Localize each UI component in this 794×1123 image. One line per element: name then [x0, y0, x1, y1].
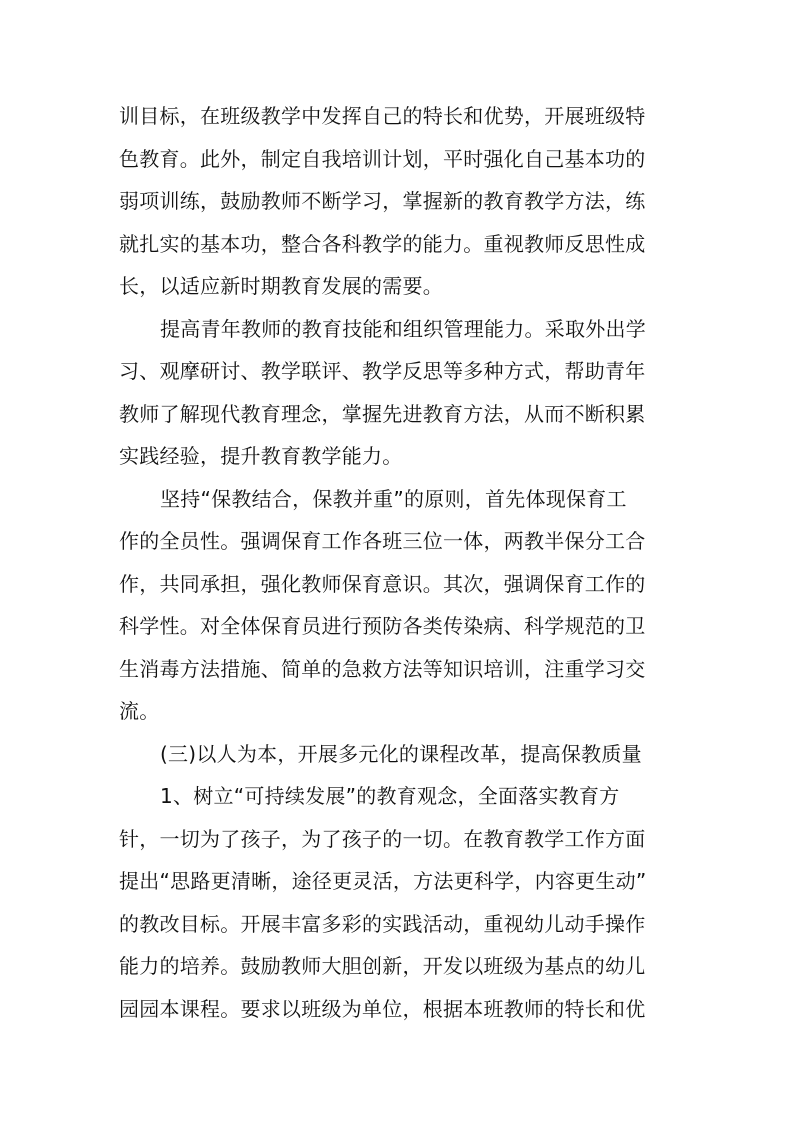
paragraph-continuation-line: 就扎实的基本功，整合各科教学的能力。重视教师反思性成 — [119, 232, 646, 256]
paragraph-care-education-line: 流。 — [119, 699, 160, 723]
paragraph-care-education-line: 作，共同承担，强化教师保育意识。其次，强调保育工作的 — [119, 572, 646, 596]
item-1-line: 提出“思路更清晰，途径更灵活，方法更科学，内容更生动” — [119, 869, 647, 893]
item-1-line: 园园本课程。要求以班级为单位，根据本班教师的特长和优 — [119, 997, 646, 1021]
item-1-line: 1、树立“可持续发展”的教育观念，全面落实教育方 — [160, 784, 620, 808]
paragraph-continuation-line: 色教育。此外，制定自我培训计划，平时强化自己基本功的 — [119, 147, 646, 171]
paragraph-young-teachers-line: 实践经验，提升教育教学能力。 — [119, 444, 403, 468]
paragraph-care-education-line: 作的全员性。强调保育工作各班三位一体，两教半保分工合 — [119, 529, 646, 553]
paragraph-continuation-line: 长，以适应新时期教育发展的需要。 — [119, 274, 443, 298]
item-1-line: 能力的培养。鼓励教师大胆创新，开发以班级为基点的幼儿 — [119, 954, 646, 978]
paragraph-young-teachers-line: 习、观摩研讨、教学联评、教学反思等多种方式，帮助青年 — [119, 359, 646, 383]
paragraph-continuation-line: 训目标，在班级教学中发挥自己的特长和优势，开展班级特 — [119, 104, 646, 128]
item-1-line: 针，一切为了孩子，为了孩子的一切。在教育教学工作方面 — [119, 827, 646, 851]
paragraph-continuation-line: 弱项训练，鼓励教师不断学习，掌握新的教育教学方法，练 — [119, 189, 646, 213]
paragraph-young-teachers-line: 提高青年教师的教育技能和组织管理能力。采取外出学 — [160, 317, 646, 341]
paragraph-care-education-line: 生消毒方法措施、简单的急救方法等知识培训，注重学习交 — [119, 657, 646, 681]
paragraph-young-teachers-line: 教师了解现代教育理念，掌握先进教育方法，从而不断积累 — [119, 402, 646, 426]
paragraph-care-education-line: 科学性。对全体保育员进行预防各类传染病、科学规范的卫 — [119, 614, 646, 638]
item-1-line: 的教改目标。开展丰富多彩的实践活动，重视幼儿动手操作 — [119, 912, 646, 936]
paragraph-care-education-line: 坚持“保教结合，保教并重”的原则，首先体现保育工 — [160, 487, 627, 511]
section-3-heading: (三)以人为本，开展多元化的课程改革，提高保教质量 — [160, 742, 642, 766]
